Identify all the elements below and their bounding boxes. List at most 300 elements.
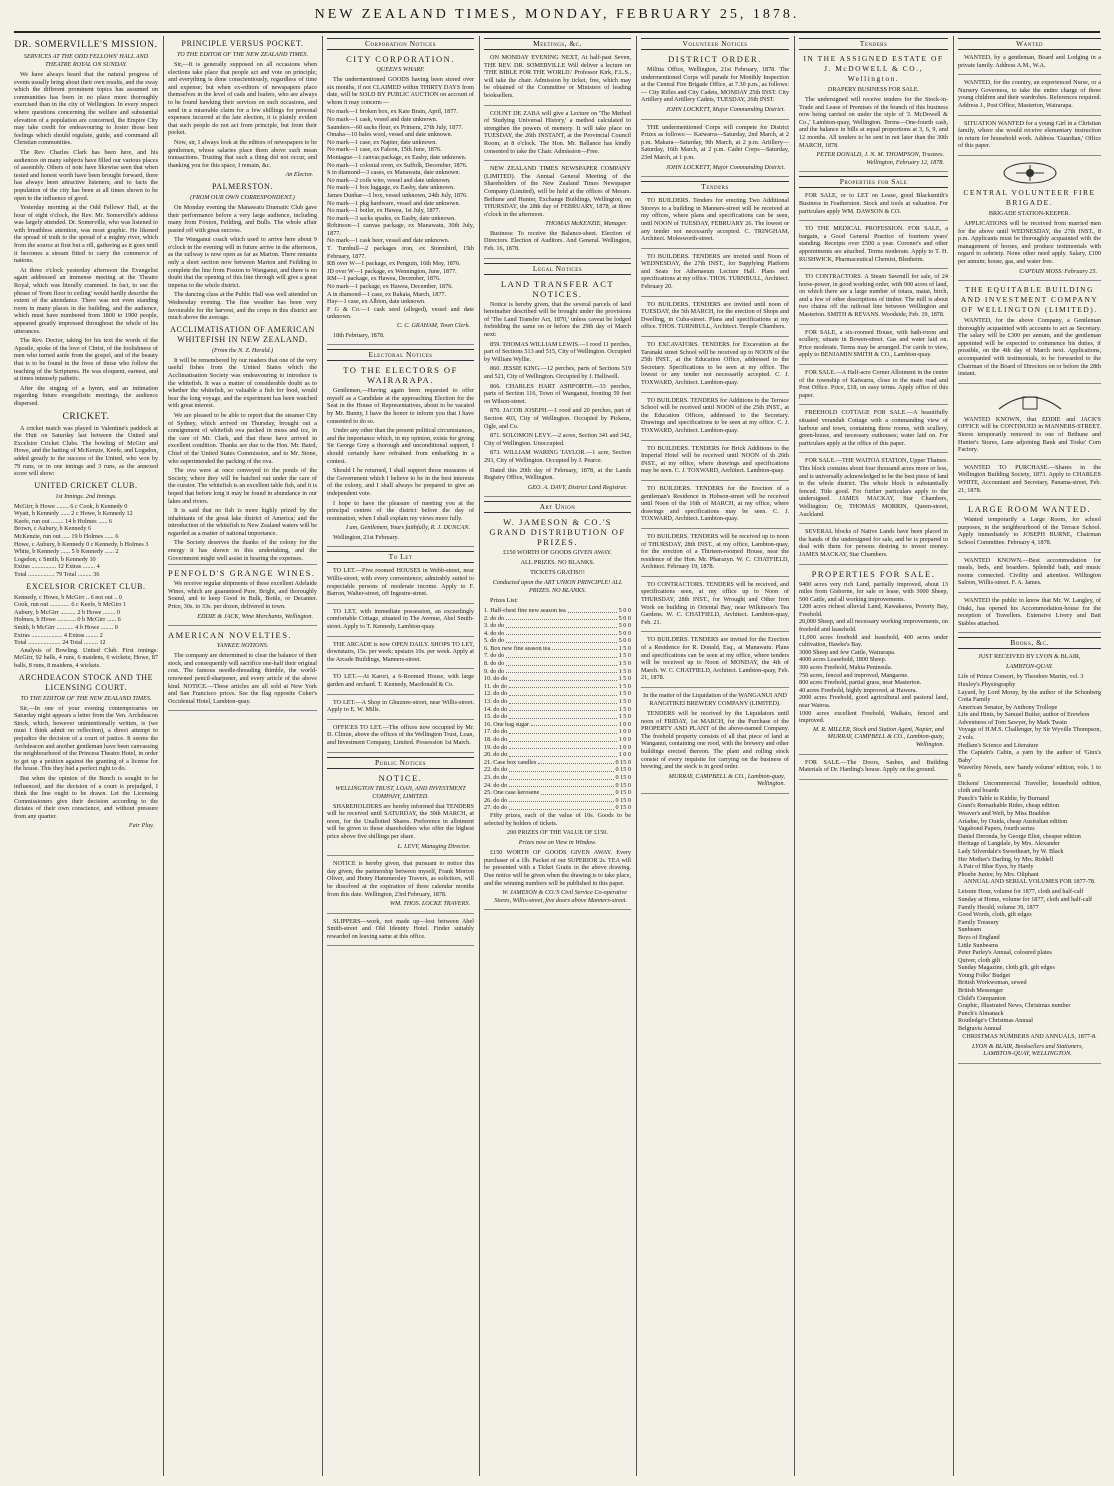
column-rule: [322, 36, 323, 1476]
ad-body: I hope to have the pleasure of meeting you at the principal centres of the district before the day of nomination, when I shall explain my views more fully.: [327, 499, 474, 522]
ad-subheadline: DRAPERY BUSINESS FOR SALE.: [827, 86, 920, 93]
list-item: Graphic, Illustrated News, Christmas number: [958, 1002, 1071, 1010]
prize-name: 14. do do: [484, 705, 508, 713]
ad-body: TO BUILDERS. TENDERS for Brick Additions to the Imperial Hotel will be received until NOON of th 26th INST., at my office, where drawings and specifications may be seen. C. J. TOXWARD, Architect. Lambton-quay.: [641, 444, 789, 475]
section-header: Wanted: [958, 38, 1101, 50]
ad-wanted-known: [958, 557, 1101, 593]
list-item: No mark—1 broken box, ex Kate Brain, April, 1877.: [327, 108, 458, 116]
list-item: Boys of England: [958, 933, 1000, 941]
leader-dots: [509, 797, 613, 803]
prize-row: [484, 751, 631, 759]
prize-list: [484, 607, 631, 812]
prize-row: [484, 774, 631, 782]
score-row: McGirr, b Howe ........ 6 c Cook, b Kennedy 0: [14, 502, 128, 510]
ad-body: We receive regular shipments of these excellent Adelaide Wines, which are guaranteed Pure, Bright, and thoroughly Sound, and to keep Good in Bulk, Bottle, or Decanter. Price, 30s. to 33s. per dozen, delivered in town.: [168, 580, 317, 611]
prize-name: 6. Box new fine season tea: [484, 644, 551, 652]
list-item: 866. CHARLES HART ASHFORTH.—33 perches, parts of Section 116, Town of Wanganui, fronting 59 feet on Wilson-street.: [484, 382, 631, 405]
prize-value: 1 5 0: [618, 660, 631, 668]
ad-district-prizes: [641, 124, 789, 178]
ad-equitable-company: [958, 285, 1101, 384]
column-rule: [794, 36, 795, 1476]
ad-tender: [641, 253, 789, 297]
ad-body: TO BUILDERS. TENDERS are invited until noon of TUESDAY, the 5th MARCH, for the erection of Shops and Dwelling, in Cuba-street. Plans and specifications at my office. THOS. TURNBULL, Architect. Temple Chambers.: [641, 300, 789, 331]
prize-row: [484, 736, 631, 744]
column-rule: [953, 36, 954, 1476]
list-item: American Senator, by Anthony Trollope: [958, 703, 1058, 711]
ad-wanted: [958, 54, 1101, 75]
ad-body: WANTED the public to know that Mr. W. Langley, of Otaki, has opened his Accommodation-house for the reception of Travellers. Extensive Livery and Bait Stables attached.: [958, 596, 1101, 627]
list-item: No mark—1 box luggage, ex Easby, date unknown.: [327, 184, 455, 192]
prize-name: 27. do do: [484, 804, 508, 812]
ad-headline: JUST RECEIVED BY LYON & BLAIR,: [978, 653, 1081, 661]
prize-row: [484, 645, 631, 653]
list-item: No mark—1 colonial oven, ex Suffolk, December, 1876.: [327, 161, 468, 169]
prize-row: [484, 615, 631, 623]
prize-name: 22. do do: [484, 766, 508, 774]
section-header: Properties for Sale: [799, 176, 948, 188]
list-item: Grant's Remarkable Rides, cheap edition: [958, 802, 1059, 810]
ad-body: SITUATION WANTED for a young Girl in a Christian family, where she would receive elementary instruction in return for household work. Address 'Guardian,' Office of this paper.: [958, 119, 1101, 150]
prize-name: 21. Case box candles: [484, 758, 537, 766]
score-row: Brown, c Aubury, b Kennedy 6: [14, 525, 92, 533]
list-item: Life of Prince Consort, by Theodore Martin, vol. 3: [958, 673, 1084, 681]
masthead-title: NEW ZEALAND TIMES, MONDAY, FEBRUARY 25, 1878.: [314, 7, 800, 22]
list-item: Omaha—10 bales wool, vessel and date unknown.: [327, 131, 453, 139]
ad-body: COUNT DE ZABA will give a Lecture on 'The Method of Studying Universal History,' a method calculated to strengthen the powers of memory. It will take place on TUESDAY, the 26th INSTANT, at the Provincial Council Room, at 8 o'clock. The Hon. Mr. Ballance has kindly consented to take the Chair. Admission—Free.: [484, 109, 631, 155]
ad-tender: [641, 636, 789, 688]
ad-tender: [641, 581, 789, 633]
list-item: Heritage of Langdale, by Mrs. Alexander: [958, 840, 1060, 848]
prize-row: [484, 721, 631, 729]
list-item: 871. SOLOMON LEVY.—2 acres, Section 341 and 342, City of Wellington. Unoccupied.: [484, 432, 631, 447]
paragraph: The Wanganui coach which used to arrive here about 9 o'clock in the evening will in future arrive in the afternoon, as the railway is now open as far as Marton. There remains only a short section now between Marton and Feilding to complete the line from Foxton to Wanganui, and there is no doubt that the opening of this line through will give a great impetus to the whole district.: [168, 236, 317, 289]
ad-fire-brigade: [958, 160, 1101, 281]
leader-dots: [509, 728, 616, 734]
ad-body: THE ARCADE is now OPEN DAILY. SHOPS TO LET, downstairs, 15s. per week; upstairs 10s. per week. Apply at the Arcade Buildings, Manners-street.: [327, 640, 474, 663]
ad-signature: THOMAS McKENZIE, Manager.: [545, 220, 627, 228]
list-item: Robinson—1 canvas package, ex Manawatu, 30th July, 1877.: [327, 222, 474, 237]
ad-signature: MURRAY, CAMPBELL & CO., Lambton-quay, Wellington.: [668, 772, 785, 788]
list-item: The Captain's Cabin, a yarn by the author of 'Ginx's Baby': [958, 749, 1101, 764]
ad-subheadline: YANKEE NOTIONS.: [216, 642, 269, 650]
ad-body: TO CONTRACTORS. A Steam Sawmill for sale, of 24 horse-power, in good working order, with 900 acres of land, on which there are a large number of totara, matai, birch, and a few of other descriptions of timber. The mill is about two chains off the railroad line between Wellington and Masterton. SMITH & REVANS. Woodside, Feb. 19, 1878.: [799, 273, 948, 319]
article-body-palmerston: [168, 204, 317, 322]
prize-name: 10. do do: [484, 675, 508, 683]
list-item: Weaver's and Weft, by Miss Braddon: [958, 810, 1050, 817]
prize-value: 1 0 0: [618, 728, 631, 736]
list-item: Hay—1 case, ex Albion, date unknown.: [327, 298, 426, 306]
ad-body: The undermentioned GOODS having been stored over six months, if not CLAIMED within THIRTY DAYS from date, will be SOLD BY PUBLIC AUCTION on account of whom it may concern:—: [327, 76, 474, 106]
leader-dots: [509, 736, 616, 742]
ad-lyon-blair: [958, 653, 1101, 1064]
prize-name: 3. do do: [484, 622, 505, 630]
ad-signature: JOHN LOCKETT, Major Commanding District.: [665, 163, 785, 171]
scoreboard-title: UNITED CRICKET CLUB.: [34, 480, 138, 490]
leader-dots: [509, 744, 616, 750]
leader-dots: [506, 637, 617, 643]
ad-body: WANTED KNOWN.—Best accommodation for meals, beds, and boarders. Splendid bath, and music rooms connected. Civility and attention. Willington Saloon, Willis-street. F. A. James.: [958, 556, 1101, 587]
prize-row: [484, 630, 631, 638]
ad-body: TO BUILDERS. TENDERS for the Erection of a gentleman's Residence in Hobson-street will be received until Noon of the 16th of MARCH, at my office, where drawings and specifications may be seen. C. J. TOXWARD, Architect. Lambton-quay.: [641, 484, 789, 523]
article-title-archdeacon: ARCHDEACON STOCK AND THE LICENSING COURT.: [18, 672, 154, 692]
list-item: 4000 acres Leasehold, 1800 Sheep.: [799, 656, 887, 664]
crest-icon: [958, 388, 1101, 414]
ad-property: [799, 329, 948, 365]
ad-trust-loan-notice: [327, 773, 474, 857]
leader-dots: [509, 766, 613, 772]
ad-signature: JOHN LOCKETT, Major Commanding District.: [665, 105, 785, 113]
crest-icon: [958, 160, 1101, 186]
ad-to-let-5: [327, 699, 474, 720]
prize-value: 1 5 0: [618, 667, 631, 675]
list-item: 9400 acres very rich Land, partially improved, about 13 miles from Gisborne, for sale or lease, with 3000 Sheep, 500 Cattle, and all working improvements.: [799, 580, 948, 603]
column-3: [327, 36, 474, 1480]
ad-body: TO EXCAVATORS. TENDERS for Excavation at the Taranaki street School will be received up to NOON of the 25th INST., at the Education Office, addressed to the Secretary. Specifications to be seen at my office. The lowest or any tender not necessarily accepted. C. J. TOXWARD, Architect. Lambton-quay.: [641, 341, 789, 386]
ad-subheadline: LAMBTON-QUAY.: [1006, 663, 1053, 671]
article-title-palmerston: PALMERSTON.: [211, 181, 274, 191]
prize-name: 16. One bag sugar: [484, 720, 530, 728]
prize-row: [484, 706, 631, 714]
prize-value: 1 5 0: [618, 705, 631, 713]
paragraph: Sir,—It is generally supposed on all occasions when elections take place that people act and vote on principle; and everything is done conscientiously, regardless of time and expense; but when ex-editors of newspapers place themselves in the level of cads and loafers, who are always to be found hawking their services on such occasions, and send in a miserable claim for a few shillings for personal expenses incurred at the late election, it is plainly evident that such people do not act from principle, but from their pocket.: [168, 61, 317, 137]
article-title-cricket: CRICKET.: [62, 411, 110, 422]
prize-row: [484, 797, 631, 805]
ad-body: Business: To receive the Balance-sheet. Election of Directors. Election of Auditors. And General. Wellington, Feb. 16, 1878.: [484, 229, 631, 253]
prize-row: [484, 660, 631, 668]
leader-dots: [506, 630, 617, 636]
list-item: British Workwoman, sewed: [958, 979, 1027, 987]
leader-dots: [538, 759, 613, 765]
ad-eddie-jack: [958, 388, 1101, 460]
ad-to-let-4: [327, 673, 474, 694]
prize-value: 0 15 0: [615, 758, 631, 766]
ad-slippers-lost: [327, 918, 474, 947]
list-item: Little Sunbeams: [958, 941, 999, 949]
prize-row: [484, 698, 631, 706]
list-item: Punch's Table to Kiddie, by Burnand: [958, 794, 1049, 802]
prize-list-heading: Prizes List:: [490, 597, 519, 605]
scoreboard-title: EXCELSIOR CRICKET CLUB.: [26, 581, 146, 591]
column-5: [641, 36, 789, 1480]
list-item: RB over W—1 package, ex Penguin, 16th May, 1876.: [327, 260, 461, 268]
prize-name: 18. do do: [484, 736, 508, 743]
column-rule: [636, 36, 637, 1476]
score-row: Extras .................... 4 Extras ........ 2: [14, 631, 103, 639]
prize-name: 8. do do: [484, 660, 505, 668]
prize-name: 9. do do: [484, 667, 505, 675]
score-row: Howe, c Aubury, b Kennedy 0 c Kennedy, b Holmes 3: [14, 540, 149, 548]
ad-body: Should I be returned, I shall support those measures of the Government which I believe to be in the best interests of the colony, and I shall always be prepared to give an independent vote.: [327, 467, 474, 497]
prize-value: 1 0 0: [618, 751, 631, 759]
leader-dots: [506, 668, 617, 674]
list-item: 300 acres Freehold, Mahia Peninsula.: [799, 664, 893, 672]
ad-body: WANTED, for the country, an experienced Nurse, or a Nursery Governess, to take the entire charge of three young children and their wardrobes. References required. Address J., Post Office, Masterton, Wairarapa.: [958, 79, 1101, 109]
ad-building-materials: [799, 759, 948, 780]
ad-times-company-meeting: [484, 165, 631, 259]
list-item: S in diamond—3 cases, ex Manawatu, date unknown.: [327, 169, 461, 177]
list-item: 859. THOMAS WILLIAM LEWIS.—1 rood 11 perches, part of Sections 513 and 515, City of Wellington. Occupied by William Wyllie.: [484, 340, 631, 363]
ad-signature: CAPTAIN MOSS. February 25.: [1019, 267, 1097, 275]
ad-body: WANTED KNOWN, that EDDIE and JACK'S OFFICE will be CONTINUED in MANNERS-STREET. Stores temporarily removed to one of Bethune and Hunter's Stores, Lane adjoining Bank and Toske' Corn Factory.: [958, 415, 1101, 454]
section-header: Tenders: [799, 38, 948, 50]
list-item: Life and Hints, by Samuel Butler, author of Erewhon: [958, 711, 1090, 719]
ad-tender: [641, 301, 789, 337]
ad-large-room: [958, 504, 1101, 552]
prize-value: 5 0 0: [618, 637, 631, 645]
section-header: Electoral Notices: [327, 349, 474, 361]
paragraph: It is said that no fish is more highly prized by the inhabitants of the great lake district of America; and the introduction of the whitefish to New Zealand waters will be regarded as a matter of national importance.: [168, 507, 317, 537]
article-body-mission: [14, 71, 158, 408]
paragraph: Now, sir, I always look at the editors of newspapers to be gentlemen, whose salaries place them above such mean transactions. Trusting that such a thing did not occur, and thanking you for this space, I remain, &c.: [168, 138, 317, 169]
prize-name: 7. do do: [484, 652, 505, 660]
list-item: No mark—1 pkg hardware, vessel and date unknown.: [327, 199, 461, 207]
ad-signature: M. R. MILLER, Stock and Station Agent, Napier, and MURRAY, CAMPBELL & CO., Lambton-quay, Wellington.: [812, 725, 944, 748]
paragraph: After the singing of a hymn, and an intimation regarding future evangelistic meetings, the audience dispersed.: [14, 384, 158, 407]
ad-signature: C. C. GRAHAM, Town Clerk.: [397, 322, 470, 329]
prize-name: 25. One case kerosene: [484, 789, 540, 797]
list-item: 860. JESSIE KING.—12 perches, parts of Sections 519 and 521, City of Wellington. Occupied by J. Halliwell.: [484, 365, 631, 380]
score-row: Cook, run out ............. 6 c Keefe, b McGirr 1: [14, 601, 127, 609]
score-row: White, b Kennedy ...... 5 b Kennedy ...... 2: [14, 548, 119, 556]
prize-name: 17. do do: [484, 728, 508, 736]
list-item: Routledge's Christmas Annual: [958, 1017, 1034, 1025]
property-list: [799, 581, 948, 725]
prize-name: 1. Half-chest fine new season tea: [484, 606, 566, 614]
ad-property: [799, 273, 948, 325]
scoreboard-header: 1st Innings. 2nd Innings.: [55, 492, 117, 500]
leader-dots: [541, 789, 613, 795]
list-item: F G & Co.—1 cask seed (alleged), vessel and date unknown.: [327, 305, 474, 321]
paragraph: On Monday evening the Manawatu Dramatic Club gave their performance before a very large audience, including many from Foxton, Feilding, and Bulls. The whole affair passed off with great success.: [168, 203, 317, 234]
prize-name: 2. do do: [484, 614, 505, 622]
ad-headline: In the matter of the Liquidation of the WANGANUI AND RANGITIKEI BREWERY COMPANY (LIMITED).: [643, 692, 787, 707]
ad-wanted-shares: [958, 464, 1101, 500]
prize-value: 1 5 0: [618, 644, 631, 652]
prize-name: 20. do do: [484, 751, 508, 759]
ad-body: APPLICATIONS will be received from married men for the above until WEDNESDAY, the 27th INST., 8 p.m. Applicants must be thoroughly acquainted with the management of horses, and produce testimonials with regard to sobriety. None other need apply. Salary, £100 per annum; house, gas, and water free.: [958, 219, 1101, 265]
score-row: Extras ................ 12 Extras ........ 4: [14, 563, 100, 571]
ad-headline: TO THE ELECTORS OF WAIRARAPA.: [343, 365, 458, 386]
ad-properties-for-sale: [799, 569, 948, 755]
ad-signature: L. LEVY, Managing Director.: [397, 842, 470, 850]
ad-body: £150 WORTH OF GOODS GIVEN AWAY. Every purchaser of a 1lb. Packet of our SUPERIOR 2s. TEA will be presented with a Ticket Gratis in the above drawing. Due notice will be given when the drawing is to take place, and the winning numbers will be published in this paper.: [484, 849, 631, 887]
ad-headline: ANNUAL AND SERIAL VOLUMES FOR 1877-78.: [963, 878, 1096, 886]
ad-subheadline: £150 WORTH OF GOODS GIVEN AWAY.: [503, 549, 612, 557]
prize-value: 0 15 0: [615, 796, 631, 804]
leader-dots: [509, 683, 617, 689]
ad-tender: [641, 533, 789, 577]
ad-property: [799, 225, 948, 269]
prize-name: 24. do do: [484, 781, 508, 789]
book-list: [958, 673, 1101, 878]
prize-value: 1 5 0: [618, 698, 631, 706]
ad-property: [799, 457, 948, 524]
prize-value: 1 5 0: [618, 652, 631, 660]
section-header: Art Union: [484, 501, 631, 513]
ad-date: 18th February, 1878.: [333, 331, 385, 339]
paragraph: The ova were at once conveyed to the ponds of the Society, where they will be hatched out under the care of the curator. The whitefish is an excellent table fish, and it is hoped that before long it may be found in abundance in our lakes and rivers.: [168, 467, 317, 505]
ad-subheadline: ALL PRIZES. NO BLANKS.: [520, 559, 595, 567]
list-item: Sunday Magazine, cloth gilt, gilt edges: [958, 964, 1055, 972]
ad-to-let-6: [327, 724, 474, 753]
ad-body: TO BUILDERS. TENDERS for Additions to the Terrace School will be received until NOON of the 25th INST., at the Education Offices, addressed to the Secretary. Drawings and specifications to be seen at my office. C. J. TOXWARD, Architect. Lambton-quay.: [641, 396, 789, 434]
section-header: Books, &c.: [958, 637, 1101, 649]
paragraph: We are pleased to be able to report that the steamer City of Sydney, which arrived on Thursday, brought out a consignment of whitefish ova packed in moss and ice, in the care of Mr. Clark, and that these have arrived in excellent condition. Thanks are due to the Hon. Mr. Baird, Chief of the United States Commission, and to Mr. Stone, who superintended the packing of the ova.: [168, 411, 317, 465]
list-item: Belgravia Annual: [958, 1025, 1002, 1033]
column-1: [14, 36, 158, 1480]
list-item: Saunders—60 sacks flour, ex Primera, 27th July, 1877.: [327, 123, 463, 131]
ad-subheadline: Conducted upon the ART UNION PRINCIPLE! ALL PRIZES. NO BLANKS.: [492, 579, 623, 595]
signature: An Elector.: [285, 171, 313, 179]
paragraph: The Society deserves the thanks of the colony for the energy it has shown in this undertaking, and the Government might well assist in bearing the expenses.: [168, 539, 317, 562]
ad-body: The company are determined to clear the balance of their stock, and consequently will sacrifice one-half their original cost. The famous needle-threading thimble, the world-renowned pencil-sharpener, and every article of the above kind. NOTICE.—These articles are all sold at New York and San Francisco prices. See the flag opposite Coker's Occidental Hotel, Lambton-quay.: [168, 652, 317, 705]
prize-value: 5 0 0: [618, 614, 631, 622]
prize-row: [484, 622, 631, 630]
prize-name: 4. do do: [484, 629, 505, 637]
ad-count-de-zaba: [484, 110, 631, 162]
prize-name: 19. do do: [484, 743, 508, 751]
section-header: To Let: [327, 551, 474, 563]
ad-body: TO CONTRACTORS. TENDERS will be received, and specifications seen, at my office up to Noon of THURSDAY, 28th INST., for Wrought and Other Iron Work on building in Oriental Bay, near Wilkinson's Tea Gardens. W. C. CHATFIELD, Architect. Lambton-quay, Feb. 21.: [641, 580, 789, 626]
ad-body: TO THE MEDICAL PROFESSION. FOR SALE, a bargain, a Good General Practice of fourteen years' standing. Receipts over £500 a year. Coroner's and other appointments are attached. Terms moderate. Apply to T. H. RUSHWICK, Pharmaceutical Chemist, Blenheim.: [799, 225, 948, 263]
ad-property: [799, 528, 948, 564]
list-item: Family Herald, volume 39, 1877: [958, 903, 1039, 911]
list-item: 870. JACOB JOSEPH.—1 rood and 20 perches, part of Section 403, City of Wellington. Occupied by Pickens, Ogle, and Co.: [484, 407, 631, 430]
ad-wanted: [958, 120, 1101, 156]
ad-body: TO LET, with immediate possession, an exceedingly comfortable Cottage, situated in The Avenue, Abel Smith-street. Apply to T. Kennedy, Lambton-quay.: [327, 607, 474, 631]
ad-american-novelties: [168, 630, 317, 711]
article-title-pvp: PRINCIPLE VERSUS POCKET.: [181, 39, 304, 48]
paragraph: The dancing class at the Public Hall was well attended on Wednesday evening. The fine weather has been very favourable for the harvest, and the crops in this district are much above the average.: [168, 291, 317, 322]
prize-value: 1 5 0: [618, 713, 631, 721]
ad-signature: W. JAMESON & CO.'S Civil Service Co-operative Stores, Willis-street, five doors above Manners-street.: [494, 889, 627, 904]
list-item: 40 acres Freehold, highly improved, at Hawera.: [799, 686, 918, 694]
ad-body: Under any other than the present political circumstances, and the importance which, in my opinion, exists for giving Sir George Grey a thorough and unconditional support, I should certainly have refrained from embarking in a contest.: [327, 427, 474, 465]
article-subtitle: SERVICES AT THE ODD FELLOWS' HALL AND THEATRE ROYAL ON SUNDAY.: [23, 53, 149, 68]
ad-subheadline: TICKETS GRATIS!!!: [530, 569, 585, 577]
list-item: 11,000 acres freehold and leasehold, 400 acres under cultivation, Hawke's Bay.: [799, 633, 948, 649]
ad-body: TO BUILDERS. TENDERS are invited until Noon of WEDNESDAY, the 27th INST., for Supplying Platform and Seats for Athenaeum Lecture Hall. Plans and specifications at my office. THOS. TURNBULL, Architect. February 20.: [641, 252, 789, 291]
ad-signature: PETER DONALD, J. N. M. THOMPSON, Trustees. Wellington, February 12, 1878.: [816, 151, 944, 166]
leader-dots: [509, 713, 616, 719]
ad-body: SLIPPERS—work, not made up—lost between Abel Smith-street and Old Identity Hotel. Finder suitably rewarded on leaving same at this office.: [327, 917, 474, 940]
ad-body: TO LET.—A Shop in Ghuznee-street, near Willis-street. Apply to E. W. Mills.: [327, 698, 474, 714]
ad-headline: THE EQUITABLE BUILDING AND INVESTMENT COMPANY OF WELLINGTON (LIMITED).: [960, 285, 1099, 315]
list-item: 1200 acres richest alluvial Land, Kawakawa, Poverty Bay, Freehold.: [799, 603, 948, 618]
prize-name: 15. do do: [484, 713, 508, 721]
prize-name: 23. do do: [484, 773, 508, 781]
ad-body: Fifty prizes, each of the value of 10s. Goods to be selected by holders of tickets.: [484, 811, 631, 827]
prize-value: 1 5 0: [618, 690, 631, 698]
score-row: Keefe, run out ........ 14 b Holmes ...... 6: [14, 517, 113, 525]
ad-city-corporation: [327, 54, 474, 345]
prize-name: 13. do do: [484, 698, 508, 706]
prize-value: 1 5 0: [618, 682, 631, 690]
cricket-note: [14, 647, 158, 670]
list-item: 800 acres Freehold, partial grass, near Masterton.: [799, 679, 922, 687]
ad-property: [799, 192, 948, 221]
list-item: Good Words, cloth, gilt edges: [958, 911, 1032, 919]
leader-dots: [506, 622, 617, 628]
leader-dots: [509, 782, 613, 788]
list-item: No mark—1 case, ex Falcon, 15th June, 1876.: [327, 146, 442, 154]
ad-headline: IN THE ASSIGNED ESTATE OF J. McDOWELL & CO., Wellington.: [803, 54, 944, 83]
leader-dots: [506, 660, 617, 666]
ad-body: FOR SALE, or to LET on Lease, good Blacksmith's Business in Featherston. Stock and tools at valuation. For particulars apply WM. DAWSON & CO.: [799, 192, 948, 215]
list-item: Vagabond Papers, fourth series: [958, 825, 1035, 833]
ad-body: SEVERAL blocks of Native Lands have been placed in the hands of the undersigned for sale, and he is prepared to deal with them for persons desiring to invest money. JAMES MACKAY, Star Chambers.: [799, 528, 948, 558]
prize-row: [484, 713, 631, 721]
column-rule: [163, 36, 164, 1476]
ad-headline: CHRISTMAS NUMBERS AND ANNUALS, 1877-8.: [962, 1032, 1097, 1040]
prize-row: [484, 668, 631, 676]
article-subtitle: (From the N. Z. Herald.): [211, 346, 274, 354]
ad-headline: LARGE ROOM WANTED.: [968, 504, 1091, 515]
leader-dots: [552, 645, 616, 651]
column-4: [484, 36, 631, 1480]
ad-tender: [641, 197, 789, 249]
paragraph: Sir,—In one of your evening contemporaries on Saturday night appears a letter from the Ven. Archdeacon Stock, which, however unintentionally written, is (we must I think admit on reflection), a direct attempt to prejudice the decision of a court of justice. It seems the Archdeacon and another gentleman have been canvassing the neighbourhood of the Princess Theatre Hotel, in order to get up a petition against the granting of a license for the house. This they had a perfect right to do.: [14, 704, 158, 773]
list-item: Lady Silverdale's Sweetheart, by W. Black: [958, 847, 1064, 855]
ad-body: ON MONDAY EVENING NEXT, At half-past Seven, THE REV. DR. SOMERVILLE Will deliver a lecture on 'THE BIBLE FOR THE WORLD.' Professor Kirk, F.L.S., will take the chair. Admission by ticket, free, which may be obtained of the Committee or Ministers of leading booksellers.: [484, 54, 631, 99]
ad-headline: DISTRICT ORDER.: [668, 54, 762, 64]
ad-date: Wellington, 21st February.: [333, 533, 399, 541]
ad-assigned-estate: [799, 54, 948, 172]
paragraph: Yesterday morning at the Odd Fellows' Hall, at the hour of eight o'clock, the Rev. Mr. Somerville's address was largely attended. Dr. Somerville, who was listened to with breathless attention, was most graphic. He likened the spread of truth to the spread of a mighty river, which from the source at first but a rill, gathering as it goes until it becomes a stream fitted to carry the commerce of nations.: [14, 204, 158, 265]
list-item: JD over W—1 package, ex Wennington, June, 1877.: [327, 267, 457, 275]
list-item: Ariadne, by Ouida, cheap Australian edition: [958, 817, 1068, 825]
ad-somerville-lecture: [484, 54, 631, 106]
prize-value: 0 15 0: [615, 773, 631, 781]
article-body-archdeacon: [14, 705, 158, 821]
ad-body: WANTED, by a gentleman, Board and Lodging in a private family. Address A.M., W.A.: [958, 54, 1101, 69]
leader-dots: [509, 675, 616, 681]
ad-property: [799, 409, 948, 453]
ad-to-let-3: [327, 641, 474, 670]
paragraph: The Rev. Charles Clark has been here, and his audiences on many subjects have filled our various places of assembly. Others of note have likewise seen that when tested and honest worth have been brought forward, there has always been attractive listeners; and to facts the population of the city has been at all times shown to be open to the influence of good.: [14, 148, 158, 202]
leader-dots: [531, 721, 617, 727]
paragraph: It will be remembered by our readers that one of the very useful fishes from the United States which the Acclimatisation Society was endeavouring to introduce is the whitefish. It was a matter of considerable doubt as to whether the whitefish, so valuable a fish for food, would bear the long voyage, and the experiment has been watched with great interest.: [168, 356, 317, 410]
ad-art-union: [484, 517, 631, 910]
ad-signature: WM. THOS. LOCKE TRAVERS.: [389, 900, 470, 908]
prize-row: [484, 607, 631, 615]
ad-headline: LAND TRANSFER ACT NOTICES.: [500, 278, 615, 299]
prize-row: [484, 683, 631, 691]
prize-value: 1 0 0: [618, 736, 631, 743]
prize-row: [484, 789, 631, 797]
ad-headline: NOTICE.: [378, 772, 423, 783]
score-row: Aubury, b McGirr .......... 2 b Howe ........ 0: [14, 608, 120, 616]
prize-row: [484, 652, 631, 660]
list-item: Her Mother's Darling, by Mrs. Riddell: [958, 855, 1054, 863]
signature: Fair Play.: [128, 822, 154, 830]
list-item: Dickens' Uncommercial Traveller, household edition, cloth and boards: [958, 779, 1101, 795]
ad-body: WANTED TO PURCHASE.—Shares in the Wellington Building Society, 1873. Apply to CHARLES WHITE, Accountant and Secretary, Panama-street, Feb. 21, 1878.: [958, 463, 1101, 494]
prize-name: 5. do do: [484, 637, 505, 645]
article-subtitle: (FROM OUR OWN CORRESPONDENT.): [190, 193, 295, 201]
ad-body: Wanted temporarily a Large Room, for school purposes, in the neighbourhood of the Terrace School. Apply immediately to JOSEPH BURNE, Chairman School Committee. February 4, 1878.: [958, 516, 1101, 546]
list-item: 1000 acres excellent Freehold, Waikato, fenced and improved.: [799, 709, 948, 725]
ad-body: WANTED, for the above Company, a Gentleman thoroughly acquainted with accounts to act as Secretary. The salary will be £300 per annum, and the gentleman appointed will be expected to commence his duties, if possible, on the 4th day of March next. Applications, accompanied with testimonials, to be forwarded to the Chairman of the Board of Directors on or before the 28th instant.: [958, 317, 1101, 378]
scoreboard-excelsior: [14, 594, 158, 647]
ad-subheadline: Prizes now on View in Window.: [518, 839, 597, 847]
list-item: Quiver, cloth gilt: [958, 956, 1001, 964]
goods-list: [327, 108, 474, 321]
list-item: Montague—1 canvas package, ex Easby, date unknown.: [327, 153, 467, 161]
list-item: Sunbeam: [958, 926, 982, 934]
annual-list: [958, 888, 1101, 1032]
prize-value: 5 0 0: [618, 622, 631, 630]
